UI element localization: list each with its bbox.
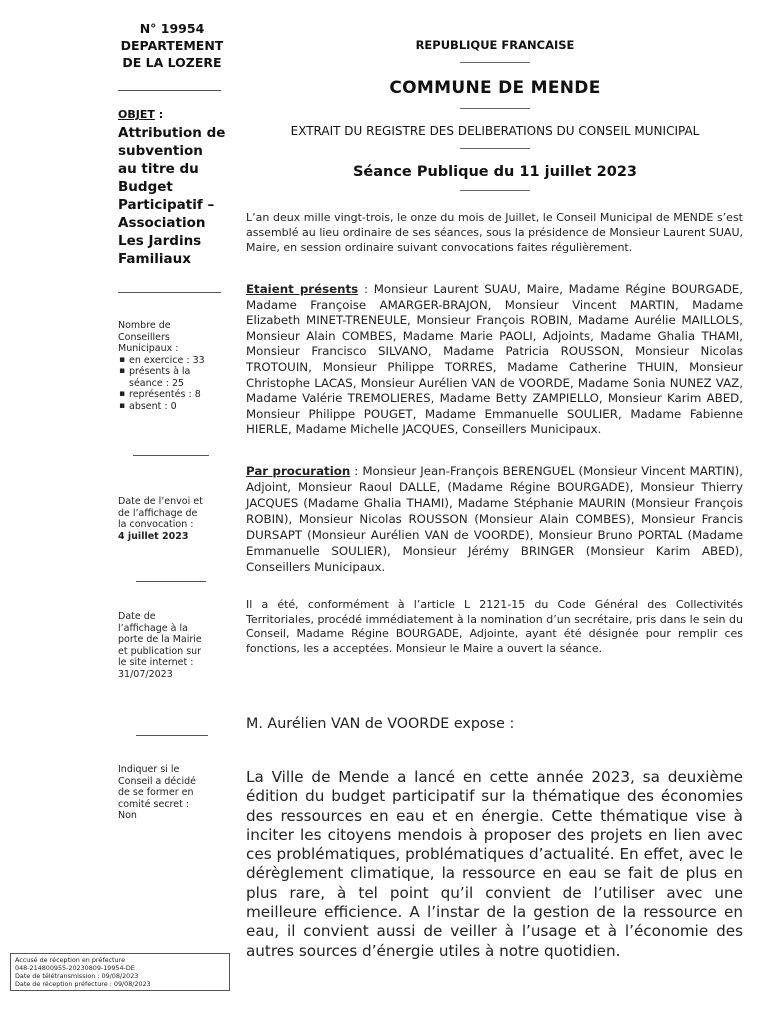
envoi-line: Date de l’envoi et bbox=[118, 496, 203, 507]
procuration-text: : Monsieur Jean-François BERENGUEL (Monsieur Vincent MARTIN), Adjoint, Monsieur Raoul DALLE, (Madame Régine BOURGADE), Monsieur Thierry JACQUES (Madame Ghalia THAMI), Madame Stéphanie MAURIN (Monsieur François ROBIN), Monsieur Nicolas ROUSSON (Monsieur Alain COMBES), Monsieur Francis DURSAPT (Monsieur Aurélien VAN de VOORDE), Monsieur Bruno PORTAL (Madame Emmanuelle SOULIER), Monsieur Jérémy BRINGER (Monsieur Karim ABED), Conseillers Municipaux. bbox=[246, 464, 743, 574]
conseillers-item: ▪ présents à la séance : 25 bbox=[129, 366, 218, 389]
affichage-block bbox=[118, 611, 218, 680]
envoi-line: la convocation : bbox=[118, 519, 194, 530]
envoi-date: 4 juillet 2023 bbox=[118, 530, 189, 542]
accuse-line: Date de réception préfecture : 09/08/2023 bbox=[15, 980, 151, 988]
conseillers-heading-line: Conseillers bbox=[118, 331, 170, 343]
objet-title-line: Participatif – bbox=[118, 197, 215, 213]
objet-title-line: Association bbox=[118, 215, 206, 231]
secret-block bbox=[118, 764, 218, 822]
presents-text: : Monsieur Laurent SUAU, Maire, Madame Régine BOURGADE, Madame Françoise AMARGER-BRAJON, Monsieur Vincent MARTIN, Madame Elizabeth MINET-TRENEULE, Monsieur François ROBIN, Madame Aurélie MAILLOLS, Monsieur Alain COMBES, Madame Marie PAOLI, Adjoints, Madame Ghalia THAMI, Monsieur Francisco SILVANO, Madame Patricia ROUSSON, Monsieur Nicolas TROTOUIN, Monsieur Philippe TORRES, Madame Catherine THUIN, Monsieur Christophe LACAS, Monsieur Aurélien VAN de VOORDE, Madame Sonia NUNEZ VAZ, Madame Valérie TREMOLIERES, Madame Betty ZAMPIELLO, Monsieur Karim ABED, Monsieur Philippe POUGET, Madame Emmanuelle SOULIER, Madame Fabienne HIERLE, Madame Michelle JACQUES, Conseillers Municipaux. bbox=[246, 282, 743, 437]
affichage-line: le site internet : bbox=[118, 657, 194, 668]
conseillers-item: ▪ en exercice : 33 bbox=[129, 355, 218, 367]
extrait-heading: EXTRAIT DU REGISTRE DES DELIBERATIONS DU CONSEIL MUNICIPAL bbox=[290, 124, 700, 138]
divider bbox=[136, 735, 208, 736]
divider bbox=[133, 455, 209, 456]
affichage-line: 31/07/2023 bbox=[118, 668, 173, 680]
divider bbox=[118, 90, 221, 91]
conseillers-item: ▪ représentés : 8 bbox=[129, 389, 218, 401]
conseillers-block bbox=[118, 320, 218, 412]
objet-title-line: Attribution de bbox=[118, 125, 226, 141]
procuration-paragraph bbox=[246, 463, 743, 575]
conseillers-heading-line: Municipaux : bbox=[118, 343, 179, 354]
divider bbox=[118, 292, 221, 293]
presents-label: Etaient présents bbox=[246, 282, 359, 296]
accuse-line: Accusé de réception en préfecture bbox=[15, 956, 126, 964]
objet-title-line: Familiaux bbox=[118, 251, 191, 267]
procuration-label: Par procuration bbox=[246, 464, 351, 478]
affichage-line: et publication sur bbox=[118, 645, 202, 657]
objet-label: OBJET : bbox=[118, 108, 164, 121]
conseillers-heading-line: Nombre de bbox=[118, 320, 171, 331]
deliberation-number: N° 19954 bbox=[139, 21, 205, 36]
secretaire-paragraph: Il a été, conformément à l’article L 2121-15 du Code Général des Collectivités Territoriales, procédé immédiatement à la nomination d’un secrétaire, pris dans le sein du Conseil, Madame Régine BOURGADE, Adjointe, ayant été désignée pour remplir ces fonctions, les a acceptées. Monsieur le Maire a ouvert la séance. bbox=[246, 598, 743, 655]
objet-title-line: Les Jardins bbox=[118, 233, 202, 249]
divider bbox=[460, 148, 530, 149]
accuse-reception-box bbox=[10, 953, 230, 991]
envoi-line: de l’affichage de bbox=[118, 507, 198, 519]
commune-heading: COMMUNE DE MENDE bbox=[389, 78, 601, 98]
secret-line: Non bbox=[118, 810, 137, 821]
seance-heading: Séance Publique du 11 juillet 2023 bbox=[352, 164, 638, 180]
accuse-line: Date de télétransmission : 09/08/2023 bbox=[15, 972, 139, 980]
expose-line: M. Aurélien VAN de VOORDE expose : bbox=[246, 716, 515, 732]
objet-title-line: Budget bbox=[118, 179, 173, 195]
departement-line-2: DE LA LOZERE bbox=[122, 55, 222, 70]
republique-heading: REPUBLIQUE FRANCAISE bbox=[415, 38, 575, 52]
affichage-line: porte de la Mairie bbox=[118, 634, 202, 645]
divider bbox=[460, 62, 530, 63]
objet-title bbox=[118, 124, 226, 268]
conseillers-list bbox=[118, 355, 218, 413]
deliberation-header-left bbox=[118, 20, 226, 71]
secret-line: de se former en bbox=[118, 787, 194, 798]
envoi-block bbox=[118, 496, 218, 542]
objet-title-line: subvention bbox=[118, 143, 203, 159]
conseillers-item: ▪ absent : 0 bbox=[129, 401, 218, 413]
secret-line: comité secret : bbox=[118, 798, 190, 810]
intro-paragraph: L’an deux mille vingt-trois, le onze du mois de Juillet, le Conseil Municipal de MENDE s’est assemblé au lieu ordinaire de ses séances, sous la présidence de Monsieur Laurent SUAU, Maire, en session ordinaire suivant convocations faites régulièrement. bbox=[246, 211, 743, 254]
affichage-line: l’affichage à la bbox=[118, 622, 188, 634]
secret-line: Indiquer si le bbox=[118, 764, 180, 775]
accuse-line: 048-214800955-20230809-19954-DE bbox=[15, 964, 135, 972]
presents-paragraph bbox=[246, 282, 743, 438]
divider bbox=[460, 190, 530, 191]
departement-line-1: DEPARTEMENT bbox=[120, 38, 224, 53]
secret-line: Conseil a décidé bbox=[118, 775, 197, 787]
affichage-line: Date de bbox=[118, 611, 156, 622]
objet-title-line: au titre du bbox=[118, 161, 199, 177]
divider bbox=[460, 108, 530, 109]
main-paragraph: La Ville de Mende a lancé en cette année 2023, sa deuxième édition du budget participatif sur la thématique des économies des ressources en eau et en énergie. Cette thématique vise à inciter les citoyens mendois à proposer des projets en lien avec ces problématiques, problématiques d’actualité. En effet, avec le dérèglement climatique, la ressource en eau se fait de plus en plus rare, à tel point qu’il convient de l’utiliser avec une meilleure efficience. A l’instar de la gestion de la ressource en eau, il convient aussi de veiller à l’usage et à l’économie des autres sources d’énergie utiles à notre quotidien. bbox=[246, 768, 743, 960]
divider bbox=[136, 581, 206, 582]
